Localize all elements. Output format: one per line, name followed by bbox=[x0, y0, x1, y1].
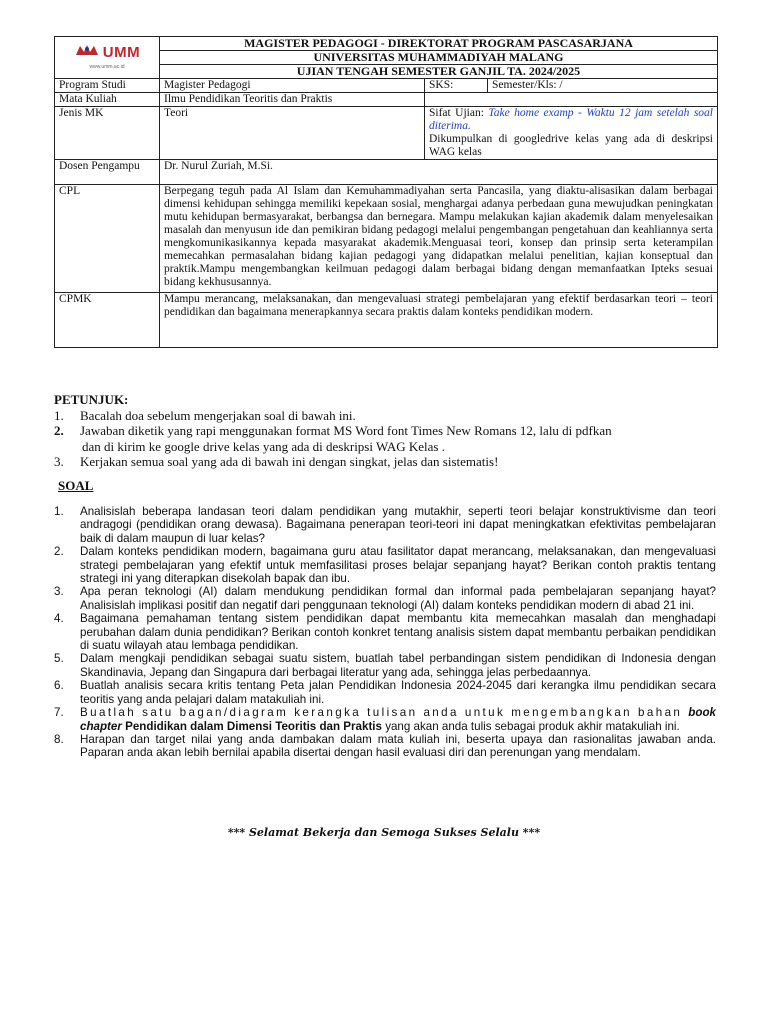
header-title-1: MAGISTER PEDAGOGI - DIREKTORAT PROGRAM PASCASARJANA bbox=[160, 37, 718, 51]
dosen-value: Dr. Nurul Zuriah, M.Si. bbox=[160, 160, 718, 185]
petunjuk-title: PETUNJUK: bbox=[54, 392, 129, 407]
petunjuk-item-number: 1. bbox=[54, 407, 64, 423]
petunjuk-item bbox=[54, 454, 720, 470]
logo-cell bbox=[55, 37, 160, 79]
logo-text: UMM bbox=[102, 44, 141, 61]
question-text-part: yang akan anda tulis sebagai produk akhir matakuliah ini. bbox=[381, 719, 680, 733]
question-item bbox=[54, 706, 716, 733]
book-title: Pendidikan dalam Dimensi Teoritis dan Praktis bbox=[121, 719, 382, 733]
petunjuk-item bbox=[54, 408, 720, 424]
sifat-value: Take home examp - Waktu 12 jam setelah soal diterima. bbox=[429, 107, 713, 132]
cpmk-value: Mampu merancang, melaksanakan, dan mengevaluasi strategi pembelajaran yang efektif berdasarkan teori – teori pendidikan dan bagaimana menerapkannya secara praktis dalam konteks pendidikan modern. bbox=[160, 293, 718, 348]
cpmk-label: CPMK bbox=[55, 293, 160, 348]
dosen-label: Dosen Pengampu bbox=[55, 160, 160, 185]
petunjuk-item bbox=[54, 423, 720, 439]
cpl-value: Berpegang teguh pada Al Islam dan Kemuhammadiyahan serta Pancasila, yang diaktu-alisasikan dalam berbagai dimensi kehidupan sehingga memiliki kepekaan sosial, menghargai adanya perbedaan guna mewujudkan peningkatan mutu kehidupan bermasyarakat, berbangsa dan bernegara. Mampu melakukan kajian akademik dalam menyelesaikan masalah dan menyusun ide dan pemikiran bidang pedagogi melalui pengembangan pengetahuan dan keahliannya serta mengkomunikasikannya kepada masyarakat akademik.Menguasai teori, konsep dan prinsip serta keterampilan memecahkan permasalahan bidang kajian pedagogi yang didapatkan melalui penelitian, kajian konseptual dan praktik.Mampu mengembangkan keilmuan pedagogi dalam berbagai bidang dengan memanfaatkan Ipteks sesuai bidang kekhususannya. bbox=[160, 185, 718, 293]
question-number: 2. bbox=[54, 545, 64, 559]
question-item bbox=[54, 733, 716, 760]
question-number: 4. bbox=[54, 612, 64, 626]
petunjuk-item-text: Jawaban diketik yang rapi menggunakan format MS Word font Times New Romans 12, lalu di pdfkan bbox=[80, 423, 612, 438]
question-item bbox=[54, 652, 716, 679]
petunjuk-item-number: 3. bbox=[54, 454, 64, 469]
sks-label: SKS: bbox=[425, 79, 488, 93]
question-item bbox=[54, 505, 716, 545]
closing-message: *** Selamat Bekerja dan Semoga Sukses Selalu *** bbox=[227, 826, 541, 839]
header-title-2: UNIVERSITAS MUHAMMADIYAH MALANG bbox=[160, 51, 718, 65]
petunjuk-item-text: Bacalah doa sebelum mengerjakan soal di bawah ini. bbox=[80, 407, 356, 423]
prodi-label: Program Studi bbox=[55, 79, 160, 93]
question-item bbox=[54, 585, 716, 612]
question-number: 7. bbox=[54, 706, 64, 720]
jenis-label: Jenis MK bbox=[55, 107, 160, 160]
sifat-ujian-cell bbox=[425, 107, 718, 160]
semester-label: Semester/Kls: / bbox=[488, 79, 718, 93]
question-text-part: Buatlah satu bagan/diagram kerangka tulisan anda untuk mengembangkan bahan bbox=[80, 706, 689, 720]
petunjuk-item-number: 2. bbox=[54, 423, 64, 438]
mk-label: Mata Kuliah bbox=[55, 93, 160, 107]
petunjuk-item-text: Kerjakan semua soal yang ada di bawah ini dengan singkat, jelas dan sistematis! bbox=[80, 454, 499, 469]
question-number: 5. bbox=[54, 652, 64, 666]
question-item bbox=[54, 679, 716, 706]
book-chapter-term: book chapter bbox=[80, 706, 716, 733]
umm-logo bbox=[74, 43, 140, 74]
question-number: 6. bbox=[54, 679, 64, 693]
jenis-value: Teori bbox=[160, 107, 425, 160]
question-text: Dalam mengkaji pendidikan sebagai suatu sistem, buatlah tabel perbandingan sistem pendidikan di Indonesia dengan Skandinavia, Jepang dan Singapura dari berbagai literatur yang ada, sehingga jelas perbedaannya. bbox=[80, 652, 716, 679]
mk-value: Ilmu Pendidikan Teoritis dan Praktis bbox=[160, 93, 425, 107]
petunjuk-section bbox=[54, 392, 720, 470]
petunjuk-item-continuation: dan di kirim ke google drive kelas yang ada di deskripsi WAG Kelas . bbox=[82, 438, 445, 454]
soal-title: SOAL bbox=[58, 478, 94, 493]
question-item bbox=[54, 612, 716, 652]
exam-header-table bbox=[54, 36, 718, 348]
question-text: Bagaimana pemahaman tentang sistem pendidikan dapat membantu kita memecahkan masalah dan menghadapi perubahan dalam dunia pendidikan? Berikan contoh konkret tentang analisis sistem dapat membantu perbaikan pendidikan di suatu wilayah atau lembaga pendidikan. bbox=[80, 612, 716, 653]
header-title-3: UJIAN TENGAH SEMESTER GANJIL TA. 2024/2025 bbox=[160, 65, 718, 79]
question-number: 8. bbox=[54, 732, 64, 746]
soal-list bbox=[54, 505, 716, 760]
umm-emblem-icon bbox=[74, 43, 100, 57]
question-number: 1. bbox=[54, 505, 64, 518]
question-text: Apa peran teknologi (AI) dalam mendukung pendidikan formal dan informal pada pembelajaran sepanjang hayat? Analisislah implikasi positif dan negatif dari penggunaan teknologi (AI) dalam konteks pendidikan modern di abad 21 ini. bbox=[80, 585, 716, 612]
question-item bbox=[54, 545, 716, 585]
sifat-prefix: Sifat Ujian: bbox=[429, 107, 489, 119]
question-number: 3. bbox=[54, 585, 64, 599]
mk-empty-cell bbox=[425, 93, 718, 107]
question-text: Harapan dan target nilai yang anda dambakan dalam mata kuliah ini, beserta upaya dan rasionalitas jawaban anda. Paparan anda akan lebih bernilai apabila disertai dengan hasil evaluasi diri dan perenungan yang mendalam. bbox=[80, 732, 716, 760]
logo-url: www.umm.ac.id bbox=[89, 64, 125, 70]
cpl-label: CPL bbox=[55, 185, 160, 293]
question-text: Buatlah analisis secara kritis tentang Peta jalan Pendidikan Indonesia 2024-2045 dari kerangka ilmu pendidikan secara teoritis yang anda pelajari dalam matakuliah ini. bbox=[80, 679, 716, 706]
question-text: Dalam konteks pendidikan modern, bagaimana guru atau fasilitator dapat merancang, melaksanakan, dan mengevaluasi strategi pembelajaran yang efektif untuk memfasilitasi proses belajar sepanjang hayat? Berikan contoh praktis tentang strategi ini yang diterapkan disekolah bapak dan ibu. bbox=[80, 545, 716, 586]
dikumpulkan-text: Dikumpulkan di googledrive kelas yang ada di deskripsi WAG kelas bbox=[429, 133, 713, 158]
prodi-value: Magister Pedagogi bbox=[160, 79, 425, 93]
question-text: Analisislah beberapa landasan teori dalam pendidikan yang mutakhir, seperti teori belajar konstruktivisme dan teori andragogi (pendidikan orang dewasa). Bagaimana penerapan teori-teori ini dapat meningkatkan efektivitas pembelajaran baik di dalam maupun di luar kelas? bbox=[80, 505, 716, 545]
question-text bbox=[80, 706, 716, 733]
